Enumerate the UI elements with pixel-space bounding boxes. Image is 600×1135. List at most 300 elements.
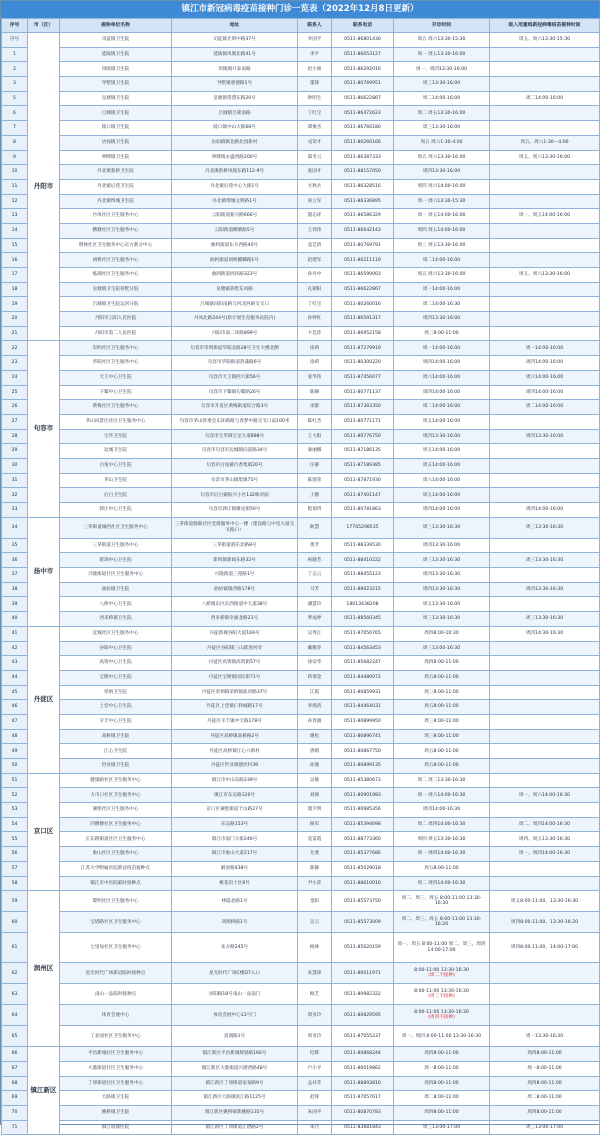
cell-contact: 朱国平 — [298, 1105, 332, 1120]
cell-inhale — [490, 282, 600, 297]
cell-hours — [394, 891, 490, 912]
hours-text: 周五13:30-16:00 — [422, 601, 461, 607]
cell-no: 71 — [2, 1120, 28, 1135]
hours-text: 周四14:00-16:00 — [422, 389, 461, 395]
cell-no: 28 — [2, 429, 28, 444]
cell-hours — [394, 963, 490, 984]
cell-contact: 江霞 — [298, 685, 332, 700]
cell-inhale — [490, 568, 600, 583]
cell-phone: 0511-80899135 — [332, 759, 394, 774]
cell-hours — [394, 759, 490, 774]
cell-no: 18 — [2, 282, 28, 297]
cell-phone: 0511-88157050 — [332, 165, 394, 180]
hours-text: 周四8:00-11:00 — [424, 1080, 459, 1086]
cell-inhale — [490, 62, 600, 77]
cell-inhale: 周六14:00-16:00 — [490, 370, 600, 385]
cell-district: 镇江新区 — [28, 1047, 60, 1135]
cell-phone: 0511-80899950 — [332, 714, 394, 729]
cell-hours — [394, 832, 490, 847]
cell-phone: 0511-80776750 — [332, 429, 394, 444]
cell-no: 20 — [2, 312, 28, 327]
cell-name: 象山社区卫生服务中心 — [60, 847, 172, 862]
cell-no: 52 — [2, 788, 28, 803]
cell-phone: 0511-86591317 — [332, 312, 394, 327]
cell-phone: 0511-87050765 — [332, 626, 394, 641]
cell-contact: 吴云 — [298, 912, 332, 933]
cell-hours — [394, 1047, 490, 1062]
cell-name: 丁卯街道社区卫生服务中心 — [60, 1076, 172, 1091]
cell-district: 润州区 — [28, 891, 60, 1047]
hours-text: 周四8:00-11:00 — [424, 660, 459, 666]
table-row — [2, 91, 600, 106]
cell-inhale — [490, 223, 600, 238]
cell-hours — [394, 685, 490, 700]
cell-hours — [394, 912, 490, 933]
cell-inhale — [490, 714, 600, 729]
cell-address: 丹徒区世业镇德淡村39 — [172, 759, 298, 774]
cell-no: 44 — [2, 670, 28, 685]
cell-hours — [394, 297, 490, 312]
cell-contact: 祝晓芳 — [298, 553, 332, 568]
cell-address: 句容市后白镇振兴小区132栋对面 — [172, 488, 298, 503]
cell-hours — [394, 714, 490, 729]
cell-no: 30 — [2, 458, 28, 473]
cell-no: 7 — [2, 121, 28, 136]
cell-hours — [394, 312, 490, 327]
hours-text: 周五 周六13:30-16:00 — [417, 272, 466, 278]
cell-phone: 0511-88455123 — [332, 568, 394, 583]
cell-hours — [394, 788, 490, 803]
cell-no: 33 — [2, 503, 28, 518]
cell-phone: 18013438208 — [332, 597, 394, 612]
cell-address: 陵口镇中山大街68号 — [172, 121, 298, 136]
hours-note: (周三不接种) — [428, 994, 455, 1000]
cell-address: 丹北镇埤城文明路1号 — [172, 194, 298, 209]
cell-hours — [394, 326, 490, 341]
cell-address: 桃花坞十区8号 — [172, 876, 298, 891]
cell-hours — [394, 1091, 490, 1106]
cell-phone: 0511-88773360 — [332, 832, 394, 847]
cell-contact: 戎荣才 — [298, 135, 332, 150]
cell-hours — [394, 700, 490, 715]
cell-contact: 王伟伟 — [298, 223, 332, 238]
cell-contact: 陈红杰 — [298, 414, 332, 429]
cell-phone: 0511-88023215 — [332, 582, 394, 597]
hours-text: 周一8:00-11:00 — [424, 1066, 459, 1072]
cell-inhale — [490, 47, 600, 62]
cell-name: 延陵镇卫生院 — [60, 47, 172, 62]
table-row — [2, 77, 600, 92]
table-row — [2, 385, 600, 400]
hours-text: 周五8:00-11:00 — [424, 866, 459, 872]
cell-hours — [394, 803, 490, 818]
cell-no: 47 — [2, 714, 28, 729]
cell-inhale — [490, 458, 600, 473]
hours-text: 周六14:00-16:00 — [422, 477, 461, 483]
hours-text: 周三8:00-11:00 — [424, 689, 459, 695]
cell-hours — [394, 194, 490, 209]
cell-contact: 马芳 — [298, 582, 332, 597]
cell-hours — [394, 400, 490, 415]
cell-inhale: 周四13:30-16:00 — [490, 429, 600, 444]
cell-phone: 0511-86211119 — [332, 253, 394, 268]
cell-inhale — [490, 729, 600, 744]
cell-contact: 徐莉 — [298, 356, 332, 371]
cell-address: 句容市郭庄镇聚星街50号 — [172, 503, 298, 518]
cell-contact: 董锋 — [298, 77, 332, 92]
cell-hours — [394, 62, 490, 77]
hours-text: 周一 周四14:00-16:30 — [417, 851, 466, 857]
cell-contact: 顾艺 — [298, 984, 332, 1005]
cell-contact: 黄芳 — [298, 538, 332, 553]
cell-contact: 尹小萍 — [298, 876, 332, 891]
cell-phone: 17705298535 — [332, 517, 394, 538]
cell-no: 50 — [2, 759, 28, 774]
cell-inhale: 周二14:00-16:00 — [490, 91, 600, 106]
cell-hours — [394, 933, 490, 963]
cell-name: 吕城镇卫生院运河分院 — [60, 297, 172, 312]
table-row — [2, 912, 600, 933]
cell-name: 大港街道社区卫生服务中心 — [60, 1061, 172, 1076]
cell-phone: 0511-85394698 — [332, 817, 394, 832]
hours-text: 周五8:00-11:00 — [424, 748, 459, 754]
cell-inhale — [490, 744, 600, 759]
cell-no: 22 — [2, 341, 28, 356]
table-row — [2, 597, 600, 612]
cell-no: 61 — [2, 933, 28, 963]
cell-address: 兴隆街道三苑路1号 — [172, 568, 298, 583]
col-header-inhale: 吸入用重组新冠病毒疫苗接种时间 — [490, 19, 600, 33]
table-row — [2, 135, 600, 150]
cell-inhale: 周一、周五14:00-16:00 — [490, 209, 600, 224]
cell-address: 丹徒区高桥镇江心六新村 — [172, 744, 298, 759]
cell-address: 皇塘镇常澧东路20号 — [172, 91, 298, 106]
table-row — [2, 326, 600, 341]
cell-name: 油坊镇卫生院 — [60, 582, 172, 597]
cell-name: 七里甸社区卫生服务中心 — [60, 933, 172, 963]
hours-text: 周三13:00-17:00 — [422, 1124, 461, 1130]
cell-address: 星光时代广场C楼D7入口 — [172, 963, 298, 984]
cell-inhale: 周四14:00-16:00 — [490, 503, 600, 518]
hours-text: 周五 周六13:30-16:00 — [417, 154, 466, 160]
cell-address: 曲阿街道胡桥麒麟路1号 — [172, 253, 298, 268]
cell-no: 49 — [2, 744, 28, 759]
cell-address: 丹徒区谷阳镇三山跃进河旁 — [172, 641, 298, 656]
cell-contact: 孙春涵 — [298, 714, 332, 729]
hours-text: 周二 周四14:00-16:30 — [417, 821, 466, 827]
table-row — [2, 297, 600, 312]
cell-phone: 0511-80901983 — [332, 788, 394, 803]
cell-contact: 裘夕明 — [298, 803, 332, 818]
hours-text: 周四13:30-16:00 — [422, 169, 461, 175]
cell-contact: 杨军 — [298, 817, 332, 832]
table-row — [2, 106, 600, 121]
table-row — [2, 517, 600, 538]
cell-address: 司徒镇光明中路37号 — [172, 33, 298, 48]
cell-hours — [394, 1076, 490, 1091]
table-row — [2, 1005, 600, 1026]
cell-no: 55 — [2, 832, 28, 847]
cell-hours — [394, 1005, 490, 1026]
cell-address: 界牌镇永盛西路200号 — [172, 150, 298, 165]
cell-phone: 0511-86642143 — [332, 223, 394, 238]
cell-address: 句容市崇明街道华阳北路28号卫生大楼北侧 — [172, 341, 298, 356]
cell-name: 辛丰中心卫生院 — [60, 714, 172, 729]
cell-no: 15 — [2, 238, 28, 253]
cell-hours — [394, 597, 490, 612]
cell-no: 9 — [2, 150, 28, 165]
hours-text: 周二14:00-16:00 — [422, 95, 461, 101]
table-row — [2, 553, 600, 568]
hours-text: 周五8:00-11:00 — [424, 675, 459, 681]
hours-text: 周一、周四13:30-16:00 — [415, 66, 468, 72]
cell-inhale: 周四、周五13:30-16:30 — [490, 832, 600, 847]
cell-inhale: 周二14:00-16:00 — [490, 400, 600, 415]
cell-contact: 纪辉 — [298, 1047, 332, 1062]
table-row — [2, 641, 600, 656]
cell-no: 57 — [2, 861, 28, 876]
cell-phone: 0511-87401147 — [332, 488, 394, 503]
cell-inhale: 周三13:30-16:30 — [490, 553, 600, 568]
cell-name: 练湖社区卫生服务中心 — [60, 268, 172, 283]
cell-name: 体育会展中心 — [60, 1005, 172, 1026]
cell-contact: 袁艺清 — [298, 238, 332, 253]
cell-contact: 蒋瑞金 — [298, 670, 332, 685]
table-row — [2, 165, 600, 180]
cell-contact: 方秋兵 — [298, 179, 332, 194]
cell-name: 谏壁社区卫生服务中心 — [60, 803, 172, 818]
cell-phone: 0511-80260016 — [332, 297, 394, 312]
cell-inhale — [490, 414, 600, 429]
cell-name: 访仙镇卫生院 — [60, 135, 172, 150]
table-row — [2, 876, 600, 891]
cell-hours — [394, 135, 490, 150]
hours-text: 周二14:00-16:00 — [422, 257, 461, 263]
cell-phone: 0511-80829595 — [332, 1005, 394, 1026]
hours-text: 周四14:00-16:30 — [422, 807, 461, 813]
table-row — [2, 414, 600, 429]
cell-no: 25 — [2, 385, 28, 400]
table-row — [2, 847, 600, 862]
cell-no: 46 — [2, 700, 28, 715]
cell-address: 丹徒区辛丰镇中天路178号 — [172, 714, 298, 729]
cell-inhale — [490, 538, 600, 553]
cell-phone: 0511-86472623 — [332, 106, 394, 121]
cell-no: 53 — [2, 803, 28, 818]
cell-name: 天王中心卫生院 — [60, 370, 172, 385]
cell-contact: 李平 — [298, 47, 332, 62]
cell-no: 11 — [2, 179, 28, 194]
hours-text: 周五14:00-16:00 — [422, 419, 461, 425]
cell-hours — [394, 385, 490, 400]
cell-district: 京口区 — [28, 773, 60, 891]
cell-name: 司徒镇卫生院 — [60, 33, 172, 48]
col-header-name: 接种单位名称 — [60, 19, 172, 33]
cell-address: 丹北镇新桥凤凰东路112-9号 — [172, 165, 298, 180]
cell-inhale — [490, 759, 600, 774]
cell-contact: 耿慧 — [298, 517, 332, 538]
cell-contact: 孟祥苹 — [298, 1076, 332, 1091]
cell-phone: 0511-87279919 — [332, 341, 394, 356]
hours-text: 周四14:00-16:00 — [422, 360, 461, 366]
cell-contact: 陈静 — [298, 861, 332, 876]
cell-no: 63 — [2, 984, 28, 1005]
cell-contact: 刘锦 — [298, 788, 332, 803]
hours-text: 周四8:00-10:30 — [424, 631, 459, 637]
cell-contact: 王大阳 — [298, 429, 332, 444]
cell-hours — [394, 209, 490, 224]
cell-inhale — [490, 656, 600, 671]
table-row — [2, 538, 600, 553]
cell-name: 正东路街道社区卫生服务中心 — [60, 832, 172, 847]
cell-inhale — [490, 238, 600, 253]
cell-hours — [394, 429, 490, 444]
cell-phone: 0511-80896741 — [332, 729, 394, 744]
cell-address: 吕城镇吕蒙南路 — [172, 106, 298, 121]
cell-name: 郭庄中心卫生院 — [60, 503, 172, 518]
cell-no: 34 — [2, 517, 28, 538]
cell-address: 句容市下蜀镇句蜀路26号 — [172, 385, 298, 400]
cell-name: 上党中心卫生院 — [60, 700, 172, 715]
cell-name: 导墅镇卫生院 — [60, 77, 172, 92]
cell-no: 38 — [2, 582, 28, 597]
hours-text: 周四13:30-16:30 — [422, 586, 461, 592]
cell-hours — [394, 282, 490, 297]
table-row — [2, 670, 600, 685]
cell-hours — [394, 553, 490, 568]
hours-text: 周一 周六14:00-16:30 — [417, 792, 466, 798]
cell-hours — [394, 253, 490, 268]
cell-name: 谷阳中心卫生院 — [60, 641, 172, 656]
table-row — [2, 1076, 600, 1091]
hours-text: 周四14:00-16:00 — [422, 507, 461, 513]
cell-no: 41 — [2, 626, 28, 641]
cell-contact: 金阳 — [298, 891, 332, 912]
cell-phone: 0511-84563453 — [332, 641, 394, 656]
hours-note: (周二不接种) — [428, 973, 455, 979]
cell-inhale: 周三13:30-16:30 — [490, 612, 600, 627]
cell-address: 句容市茅山镇集镇75号 — [172, 473, 298, 488]
cell-address: 东吴路153号 — [172, 817, 298, 832]
cell-address: 镇江新区姚桥镇新姚路135号 — [172, 1105, 298, 1120]
cell-district: 句容市 — [28, 341, 60, 517]
cell-phone: 0511-85029018 — [332, 861, 394, 876]
hours-text: 周四13:30-16:00 — [422, 316, 461, 322]
hours-text: 周五14:00-16:00 — [422, 448, 461, 454]
table-row — [2, 400, 600, 415]
cell-address: 富润路1号 — [172, 1026, 298, 1047]
hours-text: 周四13:30-16:00 — [422, 433, 461, 439]
cell-name: 胡桥社区卫生服务中心 — [60, 253, 172, 268]
table-row — [2, 612, 600, 627]
col-header-district: 市（区） — [28, 19, 60, 33]
table-row — [2, 1061, 600, 1076]
table-row — [2, 759, 600, 774]
table-row — [2, 714, 600, 729]
cell-address: 镇江市中山东路239号 — [172, 773, 298, 788]
cell-hours — [394, 268, 490, 283]
cell-phone: 0511-86766180 — [332, 121, 394, 136]
hours-note: (周四不接种) — [428, 1015, 455, 1021]
hours-text: 周四8:00-11:00 — [424, 1110, 459, 1116]
col-header-no: 序号 — [2, 19, 28, 33]
cell-no: 23 — [2, 356, 28, 371]
cell-phone: 0511-88893810 — [332, 1076, 394, 1091]
cell-contact: 束立军 — [298, 194, 332, 209]
cell-hours — [394, 77, 490, 92]
cell-address: 云阳街道振兴路666号 — [172, 209, 298, 224]
hours-text: 周四8:00-11:00 — [424, 1051, 459, 1057]
cell-address: 曲阿街道西环路323号 — [172, 268, 298, 283]
cell-phone: 0511-87055237 — [332, 1026, 394, 1047]
cell-phone: 0511-88610010 — [332, 876, 394, 891]
table-row — [2, 444, 600, 459]
cell-inhale: 周一14:00-16:00 — [490, 341, 600, 356]
cell-inhale — [490, 685, 600, 700]
cell-address: 吕城镇向阳南路与河北西路交叉口 — [172, 297, 298, 312]
cell-no: 2 — [2, 62, 28, 77]
hours-text: 周二、周三、周五 8:00-11:00 13:30-16:20 — [401, 916, 482, 928]
cell-inhale — [490, 179, 600, 194]
cell-address: 丹阳市南二环路899号 — [172, 326, 298, 341]
cell-address: 三茅街道群联社区党群服务中心一楼（建设路与中电大道交叉路口） — [172, 517, 298, 538]
cell-hours — [394, 744, 490, 759]
table-row — [2, 582, 600, 597]
table-row — [2, 488, 600, 503]
cell-inhale — [490, 77, 600, 92]
cell-contact: 谢松 — [298, 729, 332, 744]
cell-address: 丹北镇后巷中心大街1号 — [172, 179, 298, 194]
hours-text: 周三 周五13:30-16:00 — [417, 242, 466, 248]
cell-contact: 尤燕 — [298, 847, 332, 862]
cell-contact: 钟明生 — [298, 91, 332, 106]
hours-text: 周五 周六13:30-15:30 — [417, 37, 466, 43]
table-row — [2, 282, 600, 297]
cell-name: 丹北镇埤城卫生院 — [60, 194, 172, 209]
cell-name: 高桥镇卫生院 — [60, 729, 172, 744]
table-row — [2, 473, 600, 488]
table-row — [2, 62, 600, 77]
hours-text: 周四 周五14:00-16:00 — [417, 228, 466, 234]
cell-no: 10 — [2, 165, 28, 180]
cell-phone: 0511-87057617 — [332, 1091, 394, 1106]
cell-inhale — [490, 876, 600, 891]
cell-hours — [394, 626, 490, 641]
hours-text: 周四 周六14:00-16:00 — [417, 184, 466, 190]
cell-address: 镇江新区丁卯街道家泰路9号 — [172, 1076, 298, 1091]
cell-no: 62 — [2, 963, 28, 984]
cell-inhale — [490, 641, 600, 656]
hours-text: 周三8:00-11:00 — [424, 330, 459, 336]
cell-phone: 0511-86622867 — [332, 282, 394, 297]
cell-inhale: 周四8:00-11:00、13:30-16:20 — [490, 912, 600, 933]
cell-inhale — [490, 165, 600, 180]
cell-phone: 0511-86328516 — [332, 179, 394, 194]
cell-address: 丹徒区上党镇仁和城路17号 — [172, 700, 298, 715]
cell-no: 32 — [2, 488, 28, 503]
hours-text: 周四 周五13:30-16:30 — [417, 836, 466, 842]
cell-phone: 0511-83681843 — [332, 1120, 394, 1135]
cell-inhale: 周四8:00-11:00 — [490, 1047, 600, 1062]
cell-contact: 谭俊杰 — [298, 121, 332, 136]
cell-address: 镇江市象山大道217号 — [172, 847, 298, 862]
table-row — [2, 312, 600, 327]
cell-address: 林隐北路1号 — [172, 891, 298, 912]
cell-address: 丹徒区高资镇高资街57号 — [172, 656, 298, 671]
cell-contact: 徐莉 — [298, 341, 332, 356]
cell-hours — [394, 817, 490, 832]
cell-address: 朱方路245号 — [172, 933, 298, 963]
